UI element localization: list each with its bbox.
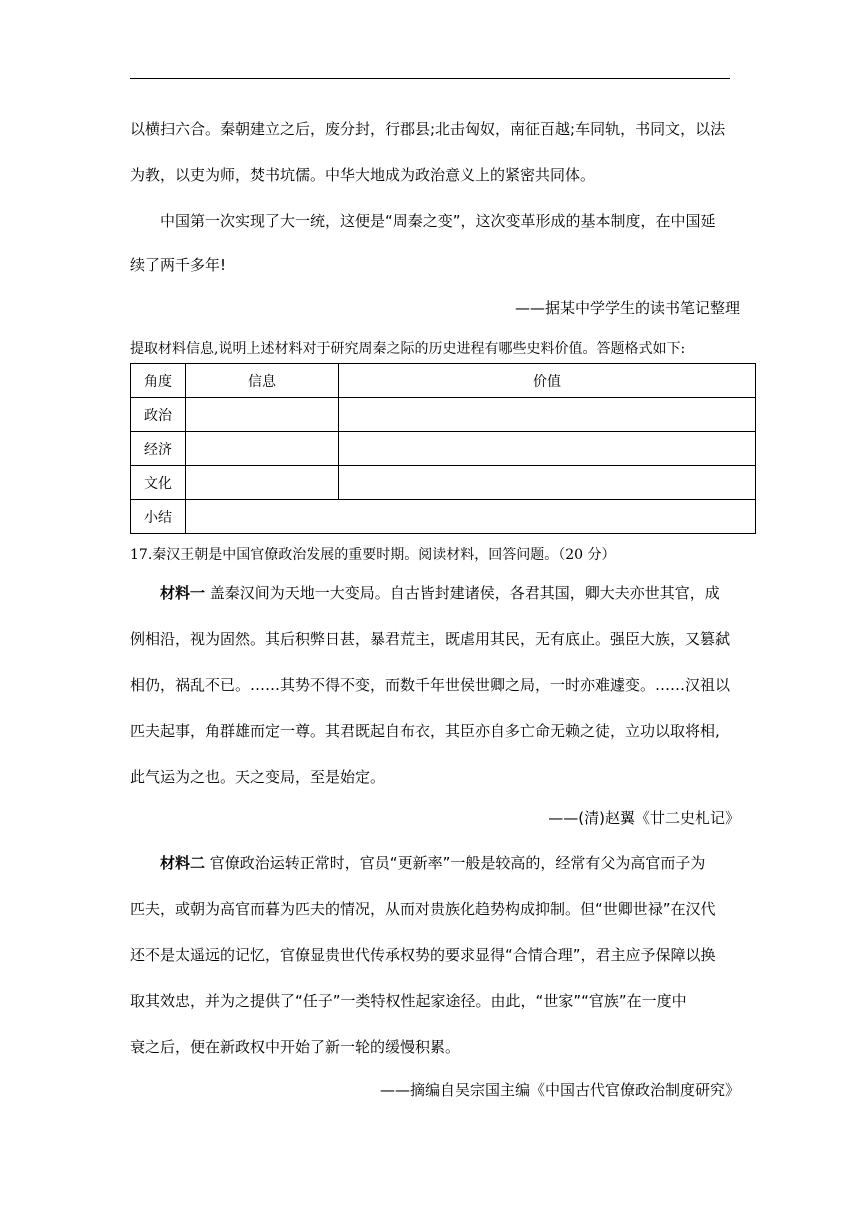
table-row [131,398,756,432]
paragraph-2-line-1: 中国第一次实现了大一统，这便是“周秦之变”，这次变革形成的基本制度，在中国延 [160,212,716,230]
table-row [131,466,756,500]
paragraph-2-line-2: 续了两千多年! [130,256,227,274]
question-17: 17.秦汉王朝是中国官僚政治发展的重要时期。阅读材料，回答问题。（20 分） [130,547,616,563]
material-2-line-2: 匹夫，或朝为高官而暮为匹夫的情况，从而对贵族化趋势构成抑制。但“世卿世禄”在汉代 [130,900,716,918]
table-cell-info [186,432,339,466]
material-2-label: 材料二 [160,854,206,872]
table-row [131,432,756,466]
table-header-cell: 价值 [339,364,756,398]
task-prompt: 提取材料信息,说明上述材料对于研究周秦之际的历史进程有哪些史料价值。答题格式如下: [130,341,686,357]
answer-format-table [130,363,756,534]
material-2-text: 官僚政治运转正常时，官员“更新率”一般是较高的，经常有父为高官而子为 [209,854,706,872]
material-1-label: 材料一 [160,584,206,602]
source-citation-3: ——摘编自吴宗国主编《中国古代官僚政治制度研究》 [379,1081,740,1099]
header-rule [130,78,730,79]
material-2-line-5: 衰之后，便在新政权中开始了新一轮的缓慢积累。 [130,1038,461,1056]
material-1-line-2: 例相沿，视为固然。其后积弊日甚，暴君荒主，既虐用其民，无有底止。强臣大族，又篡弑 [130,630,731,648]
table-cell-info [186,466,339,500]
material-1-line-4: 匹夫起事，角群雄而定一尊。其君既起自布衣，其臣亦自多亡命无赖之徒，立功以取将相, [130,722,720,740]
table-header-cell: 角度 [131,364,186,398]
material-2-line-3: 还不是太遥远的记忆，官僚显贵世代传承权势的要求显得“合情合理”，君主应予保障以换 [130,946,716,964]
material-2-line-4: 取其效忠，并为之提供了“任子”一类特权性起家途径。由此，“世家”“官族”在一度中 [130,992,687,1010]
paragraph-1-line-2: 为教，以吏为师，焚书坑儒。中华大地成为政治意义上的紧密共同体。 [130,166,596,184]
material-1-line-5: 此气运为之也。天之变局，至是始定。 [130,768,386,786]
source-citation-1: ——据某中学学生的读书笔记整理 [514,299,740,317]
table-row-label: 政治 [131,398,186,432]
table-cell-value [339,398,756,432]
table-summary-row [131,500,756,534]
table-row-label: 文化 [131,466,186,500]
table-summary-cell [186,500,756,534]
table-header-row [131,364,756,398]
table-cell-info [186,398,339,432]
material-1-line-1 [130,570,730,616]
material-1-line-3: 相仍，祸乱不已。……其势不得不变，而数千年世侯世卿之局，一时亦难遽变。……汉祖以 [130,676,731,694]
table-summary-label: 小结 [131,500,186,534]
paragraph-1-line-1: 以横扫六合。秦朝建立之后，废分封，行郡县;北击匈奴，南征百越;车同轨，书同文，以法 [130,120,726,138]
table-cell-value [339,432,756,466]
material-1-text: 盖秦汉间为天地一大变局。自古皆封建诸侯，各君其国，卿大夫亦世其官，成 [209,584,720,602]
material-2-line-1 [130,840,730,886]
table-cell-value [339,466,756,500]
table-row-label: 经济 [131,432,186,466]
table-header-cell: 信息 [186,364,339,398]
source-citation-2: ——(清)赵翼《廿二史札记》 [548,809,740,827]
